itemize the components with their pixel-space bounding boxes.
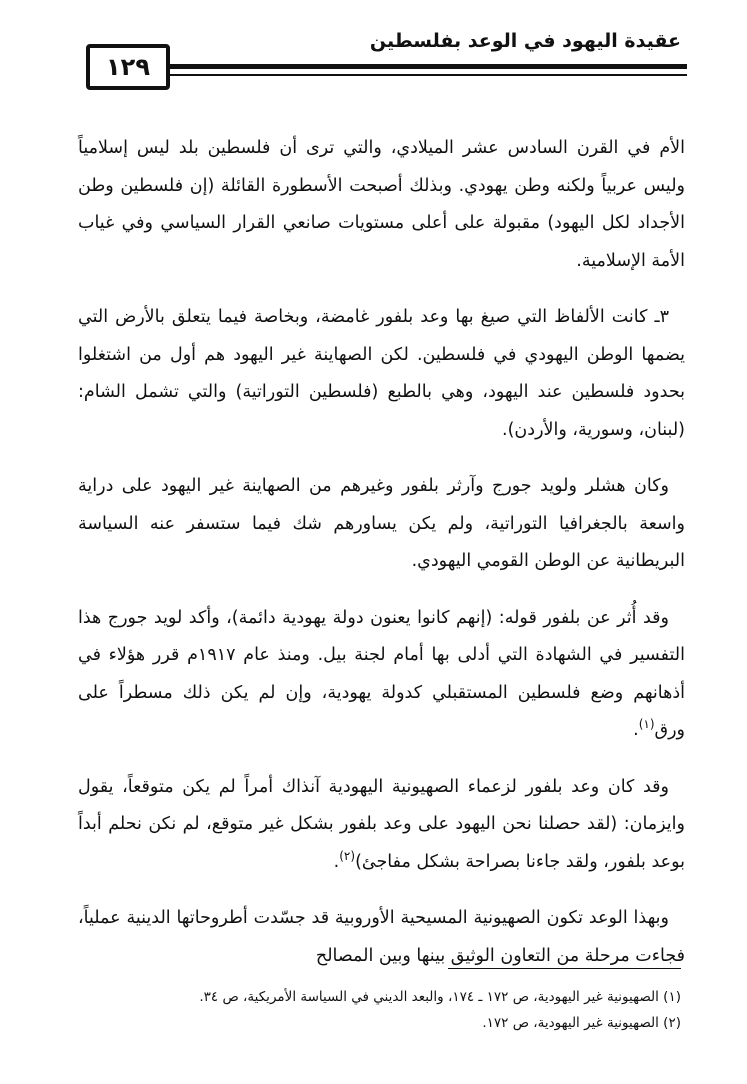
- body-text: [78, 130, 685, 994]
- header-rule-thin: [170, 74, 687, 76]
- header-rule-thick: [170, 64, 687, 69]
- page-number-box: [86, 44, 170, 90]
- paragraph: وقد أُثر عن بلفور قوله: (إنهم كانوا يعنون دولة يهودية دائمة)، وأكد لويد جورج هذا التفسير في الشهادة التي أدلى بها أمام لجنة بيل. ومنذ عام ١٩١٧م قرر هؤلاء في أذهانهم وضع فلسطين المستقبلي كدولة يهودية، وإن لم يكن ذلك مسطراً على ورق$^{(١)}$.: [78, 607, 685, 740]
- page-header: [0, 0, 747, 100]
- footnote-ref: (٢): [339, 848, 356, 863]
- paragraph: وقد كان وعد بلفور لزعماء الصهيونية اليهودية آنذاك أمراً لم يكن متوقعاً، يقول وايزمان: (لقد حصلنا نحن اليهود على وعد بلفور بشكل غير متوقع، لم نكن نحلم أبداً بوعد بلفور، ولقد جاءنا بصراحة بشكل مفاجئ)$^{(٢)}$.: [78, 776, 685, 872]
- running-title: عقيدة اليهود في الوعد بفلسطين: [369, 30, 681, 52]
- footnote-ref: (١): [638, 717, 655, 732]
- paragraph: الأم في القرن السادس عشر الميلادي، والتي ترى أن فلسطين بلد ليس إسلامياً وليس عربياً ولكنه وطن يهودي. وبذلك أصبحت الأسطورة القائلة (إن فلسطين وطن الأجداد لكل اليهود) مقبولة على أعلى مستويات صانعي القرار السياسي وفي غياب الأمة الإسلامية.: [78, 138, 685, 271]
- paragraph: وبهذا الوعد تكون الصهيونية المسيحية الأوروبية قد جسّدت أطروحاتها الدينية عملياً، فجاءت مرحلة من التعاون الوثيق بينها وبين المصالح: [78, 908, 685, 966]
- footnote-separator: [448, 968, 681, 969]
- footnote: (٢) الصهيونية غير اليهودية، ص ١٧٢.: [482, 1015, 681, 1031]
- paragraph: ٣ـ كانت الألفاظ التي صيغ بها وعد بلفور غامضة، وبخاصة فيما يتعلق بالأرض التي يضمها الوطن اليهودي في فلسطين. لكن الصهاينة غير اليهود هم أول من اشتغلوا بحدود فلسطين عند اليهود، وهي بالطبع (فلسطين التوراتية) والتي تشمل الشام: (لبنان، وسورية، والأردن).: [78, 307, 685, 440]
- page-number: ١٢٩: [106, 53, 150, 81]
- footnote: (١) الصهيونية غير اليهودية، ص ١٧٢ ـ ١٧٤، والبعد الديني في السياسة الأمريكية، ص ٣٤.: [199, 989, 681, 1005]
- footnotes: [80, 984, 681, 1036]
- paragraph: وكان هشلر ولويد جورج وآرثر بلفور وغيرهم من الصهاينة غير اليهود على دراية واسعة بالجغرافيا التوراتية، ولم يكن يساورهم شك فيما ستسفر عنه السياسة البريطانية عن الوطن القومي اليهودي.: [78, 476, 685, 571]
